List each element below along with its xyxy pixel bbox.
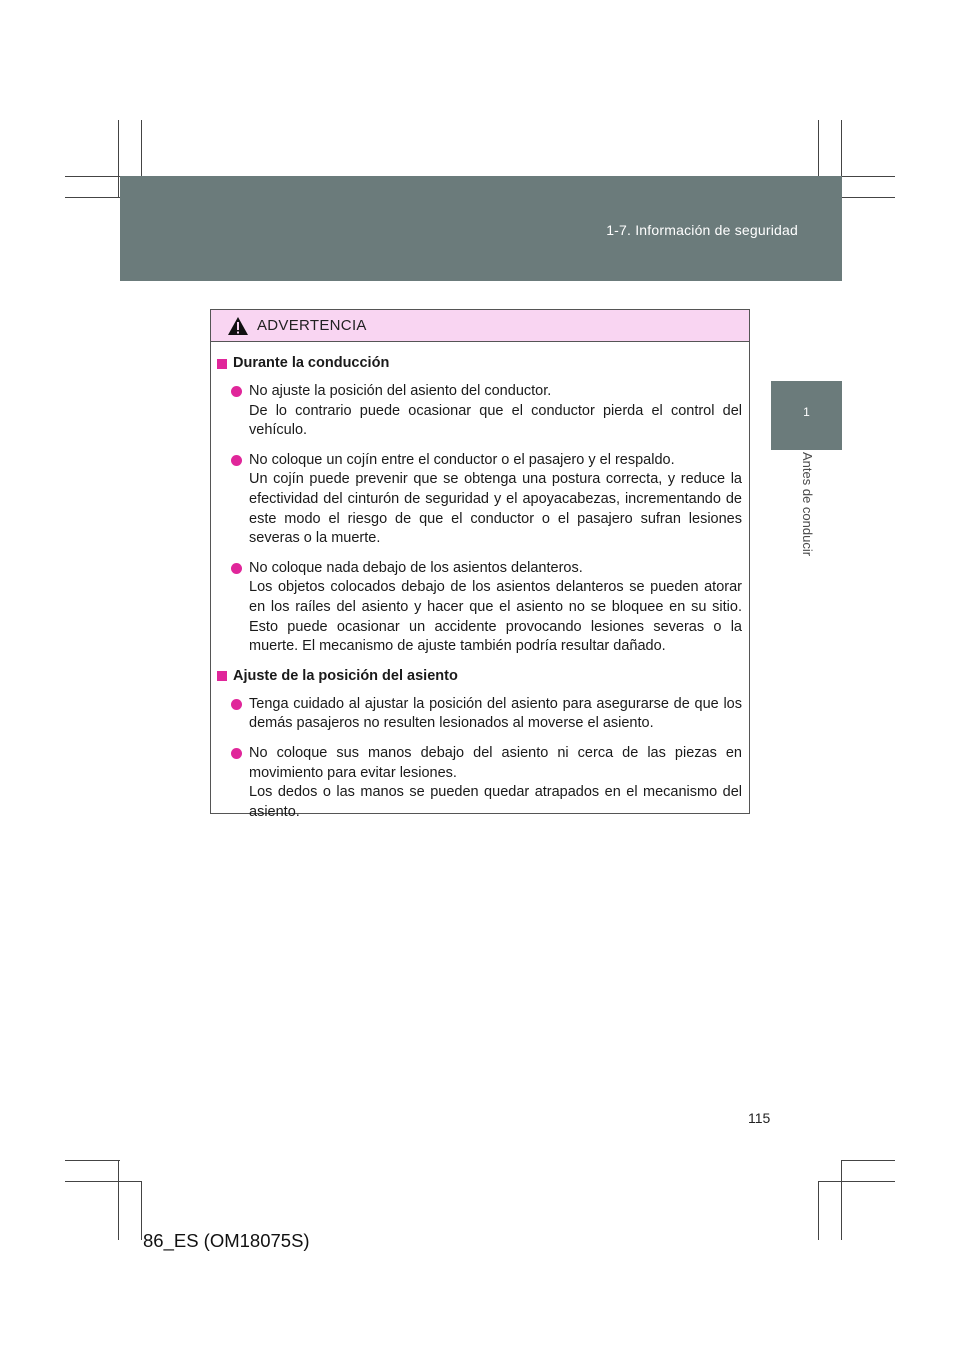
list-item <box>231 744 742 822</box>
page-number: 115 <box>748 1110 771 1126</box>
list-item <box>231 695 742 734</box>
section-heading-text: Ajuste de la posición del asiento <box>233 667 458 684</box>
circle-bullet-icon <box>231 386 242 397</box>
crop-mark <box>65 197 120 198</box>
crop-mark <box>118 1160 119 1240</box>
warning-title: ADVERTENCIA <box>257 317 367 334</box>
list-item <box>231 559 742 657</box>
warning-header <box>211 310 749 342</box>
item-line: Tenga cuidado al ajustar la posición del asiento para asegurarse de que los demás pasajeros no resulten lesionados al moverse el asiento. <box>249 695 742 732</box>
warning-triangle-icon <box>227 316 249 336</box>
warning-body <box>211 342 749 822</box>
item-line: No coloque sus manos debajo del asiento ni cerca de las piezas en movimiento para evitar lesiones. <box>249 744 742 781</box>
item-line: No ajuste la posición del asiento del conductor. <box>249 383 552 399</box>
crop-mark <box>818 1181 819 1240</box>
list-item <box>231 451 742 549</box>
section-heading-text: Durante la conducción <box>233 355 390 371</box>
crop-mark <box>65 1181 141 1182</box>
item-line: De lo contrario puede ocasionar que el conductor pierda el control del vehículo. <box>249 402 742 439</box>
list-item-text <box>249 744 742 822</box>
crop-mark <box>65 1160 120 1161</box>
chapter-number: 1 <box>803 405 810 419</box>
crop-mark <box>842 1160 895 1161</box>
item-line: Los objetos colocados debajo de los asientos delanteros se pueden atorar en los raíles del asiento y hacer que el asiento no se bloquee en su sitio. Esto puede ocasionar un accidente provocando lesiones severas o la muerte. El mecanismo de ajuste también podría resultar dañado. <box>249 579 742 655</box>
chapter-tab <box>771 381 842 450</box>
list-item-text <box>249 451 742 549</box>
item-line: Los dedos o las manos se pueden quedar atrapados en el mecanismo del asiento. <box>249 784 742 820</box>
section-heading <box>217 354 742 373</box>
warning-box <box>210 309 750 820</box>
square-bullet-icon <box>217 671 227 681</box>
crop-mark <box>818 120 819 176</box>
footer-code: 86_ES (OM18075S) <box>143 1230 310 1251</box>
header-band <box>120 176 842 281</box>
item-line: No coloque un cojín entre el conductor o el pasajero y el respaldo. <box>249 451 675 468</box>
crop-mark <box>842 197 895 198</box>
crop-mark <box>141 1181 142 1240</box>
circle-bullet-icon <box>231 748 242 759</box>
list-item-text <box>249 559 742 657</box>
circle-bullet-icon <box>231 699 242 710</box>
item-line: Un cojín puede prevenir que se obtenga una postura correcta, y reduce la efectividad del cinturón de seguridad y el apoyacabezas, incrementando de este modo el riesgo de que el conductor o el pasajero sufran lesiones severas o la muerte. <box>249 471 742 547</box>
crop-mark <box>118 120 119 198</box>
crop-mark <box>818 1181 895 1182</box>
circle-bullet-icon <box>231 455 242 466</box>
crop-mark <box>141 120 142 176</box>
crop-mark <box>841 1160 842 1240</box>
section-title: 1-7. Información de seguridad <box>606 222 798 238</box>
circle-bullet-icon <box>231 563 242 574</box>
chapter-label: Antes de conducir <box>800 452 815 557</box>
list-item <box>231 382 742 441</box>
item-line: No coloque nada debajo de los asientos delanteros. <box>249 559 583 576</box>
square-bullet-icon <box>217 359 227 369</box>
list-item-text <box>249 382 742 441</box>
crop-mark <box>65 176 120 177</box>
section-heading <box>217 667 742 686</box>
list-item-text <box>249 695 742 734</box>
crop-mark <box>842 176 895 177</box>
